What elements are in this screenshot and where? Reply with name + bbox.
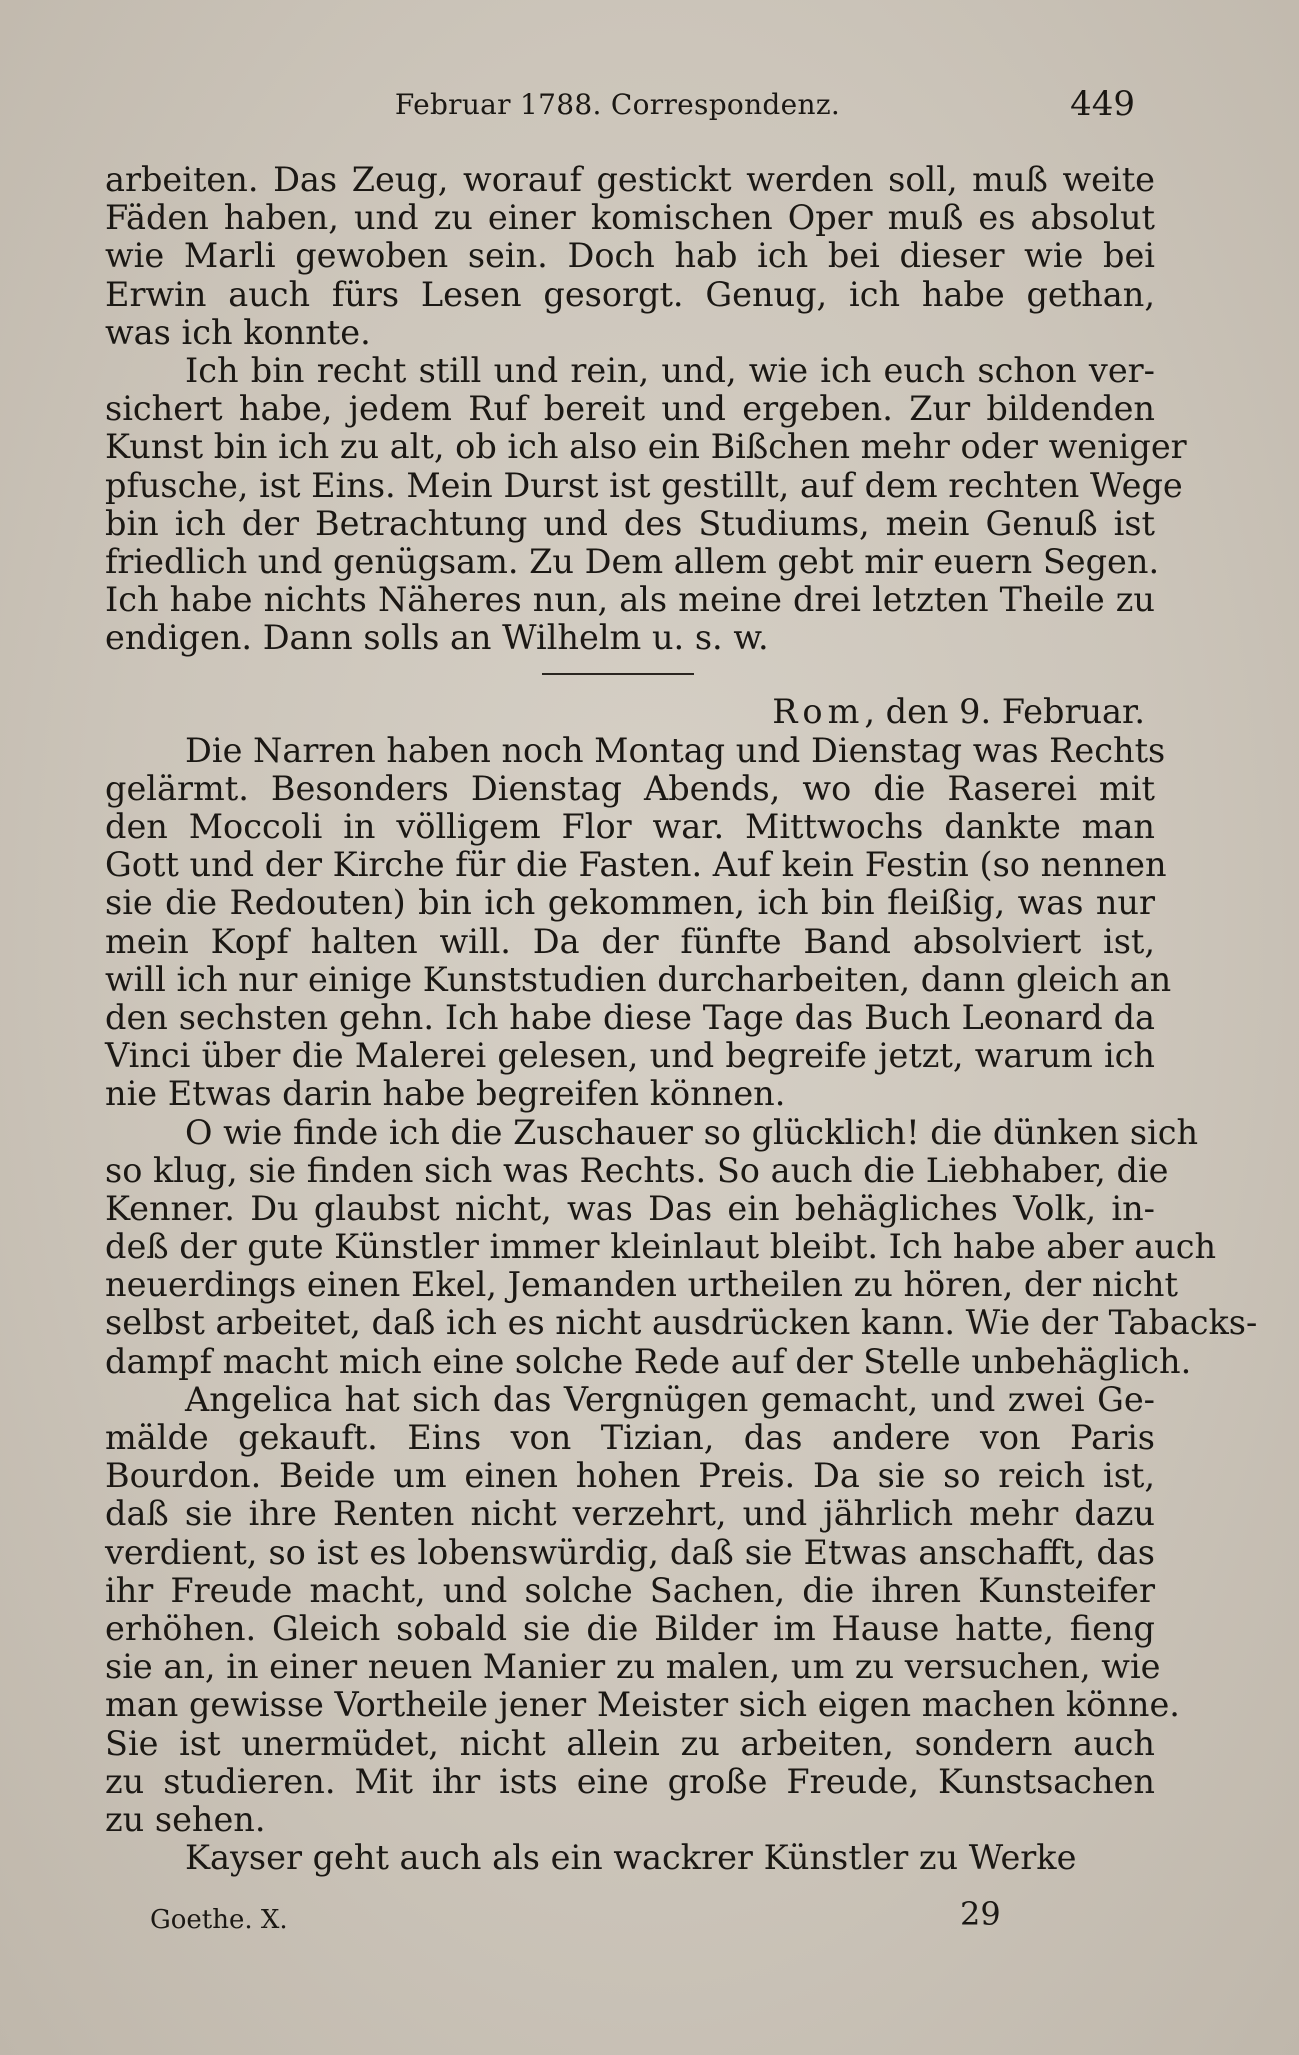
text-line: arbeiten. Das Zeug, worauf gestickt werden soll, muß weite [105, 160, 1155, 199]
text-line: deß der gute Künstler immer kleinlaut bleibt. Ich habe aber auch [105, 1227, 1217, 1267]
dateline [105, 693, 1155, 731]
page-body [105, 160, 1258, 1878]
text-line: zu studieren. Mit ihr ists eine große Freude, Kunstsachen [105, 1761, 1155, 1801]
page-number: 449 [1070, 84, 1135, 124]
text-line: erhöhen. Gleich sobald sie die Bilder im Hause hatte, fieng [105, 1608, 1155, 1648]
text-line: wie Marli gewoben sein. Doch hab ich bei dieser wie bei [105, 236, 1155, 276]
text-line: O wie finde ich die Zuschauer so glücklich! die dünken sich [185, 1112, 1199, 1152]
text-line: Kenner. Du glaubst nicht, was Das ein behägliches Volk, in- [105, 1188, 1155, 1228]
text-line: Gott und der Kirche für die Fasten. Auf kein Festin (so nennen [105, 845, 1167, 885]
text-line: Ich bin recht still und rein, und, wie ich euch schon ver- [185, 350, 1155, 390]
text-block-after-date [105, 730, 1258, 1878]
text-line: sie die Redouten) bin ich gekommen, ich bin fleißig, was nur [105, 883, 1155, 923]
sheet-number: 29 [960, 1895, 1001, 1933]
text-line: daß sie ihre Renten nicht verzehrt, und jährlich mehr dazu [105, 1494, 1155, 1534]
text-block-before-date [105, 160, 1187, 658]
text-line: dampf macht mich eine solche Rede auf der Stelle unbehäglich. [105, 1341, 1192, 1381]
paragraph [105, 161, 1155, 352]
text-line: so klug, sie finden sich was Rechts. So auch die Liebhaber, die [105, 1150, 1169, 1190]
text-line: gelärmt. Besonders Dienstag Abends, wo die Raserei mit [105, 768, 1155, 808]
page-header [100, 84, 1135, 138]
text-line: den sechsten gehn. Ich habe diese Tage das Buch Leonard da [105, 997, 1155, 1037]
text-line: Vinci über die Malerei gelesen, und begreife jetzt, warum ich [105, 1036, 1155, 1076]
text-line: verdient, so ist es lobenswürdig, daß sie Etwas anschafft, das [105, 1532, 1155, 1572]
text-line: den Moccoli in völligem Flor war. Mittwochs dankte man [105, 807, 1155, 846]
text-line: Erwin auch fürs Lesen gesorgt. Genug, ich habe gethan, [105, 274, 1155, 314]
text-line: Kunst bin ich zu alt, ob ich also ein Bißchen mehr oder weniger [105, 427, 1187, 467]
text-line: Kayser geht auch als ein wackrer Künstler zu Werke [185, 1838, 1077, 1878]
divider-rule [542, 673, 694, 675]
text-line: sie an, in einer neuen Manier zu malen, um zu versuchen, wie [105, 1647, 1161, 1687]
text-line: Bourdon. Beide um einen hohen Preis. Da sie so reich ist, [105, 1456, 1155, 1496]
section-divider [105, 663, 1155, 693]
text-line: bin ich der Betrachtung und des Studiums, mein Genuß ist [105, 503, 1155, 543]
text-line: selbst arbeitet, daß ich es nicht ausdrücken kann. Wie der Tabacks- [105, 1303, 1258, 1343]
text-line: mälde gekauft. Eins von Tizian, das andere von Paris [105, 1418, 1155, 1457]
text-line: zu sehen. [105, 1799, 266, 1839]
dateline-date: , den 9. Februar. [864, 692, 1145, 732]
text-line: sichert habe, jedem Ruf bereit und ergeben. Zur bildenden [105, 389, 1155, 429]
printer-signature: Goethe. X. [150, 1905, 288, 1935]
text-line: Fäden haben, und zu einer komischen Oper muß es absolut [105, 198, 1155, 238]
running-title: Februar 1788. Correspondenz. [394, 88, 841, 121]
text-line: nie Etwas darin habe begreifen können. [105, 1074, 786, 1114]
text-line: friedlich und genügsam. Zu Dem allem gebt mir euern Segen. [105, 541, 1160, 581]
text-line: endigen. Dann solls an Wilhelm u. s. w. [105, 618, 769, 658]
paragraph [105, 1112, 1258, 1381]
text-line: mein Kopf halten will. Da der fünfte Band absolviert ist, [105, 921, 1155, 961]
text-line: Angelica hat sich das Vergnügen gemacht, und zwei Ge- [185, 1379, 1155, 1419]
text-line: ihr Freude macht, und solche Sachen, die ihren Kunsteifer [105, 1570, 1155, 1610]
text-line: pfusche, ist Eins. Mein Durst ist gestillt, auf dem rechten Wege [105, 465, 1183, 505]
text-line: Sie ist unermüdet, nicht allein zu arbeiten, sondern auch [105, 1723, 1155, 1763]
text-line: was ich konnte. [105, 312, 371, 352]
text-line: will ich nur einige Kunststudien durcharbeiten, dann gleich an [105, 959, 1172, 999]
dateline-place: Rom [772, 692, 865, 732]
text-line: Die Narren haben noch Montag und Dienstag was Rechts [185, 730, 1166, 770]
page-footer [150, 1895, 1050, 1940]
paragraph [105, 1839, 1155, 1877]
text-line: Ich habe nichts Näheres nun, als meine drei letzten Theile zu [105, 580, 1155, 620]
text-line: man gewisse Vortheile jener Meister sich eigen machen könne. [105, 1685, 1180, 1725]
text-line: neuerdings einen Ekel, Jemanden urtheilen zu hören, der nicht [105, 1265, 1178, 1305]
paragraph [105, 350, 1187, 658]
paragraph [105, 730, 1172, 1114]
paragraph [105, 1379, 1180, 1839]
